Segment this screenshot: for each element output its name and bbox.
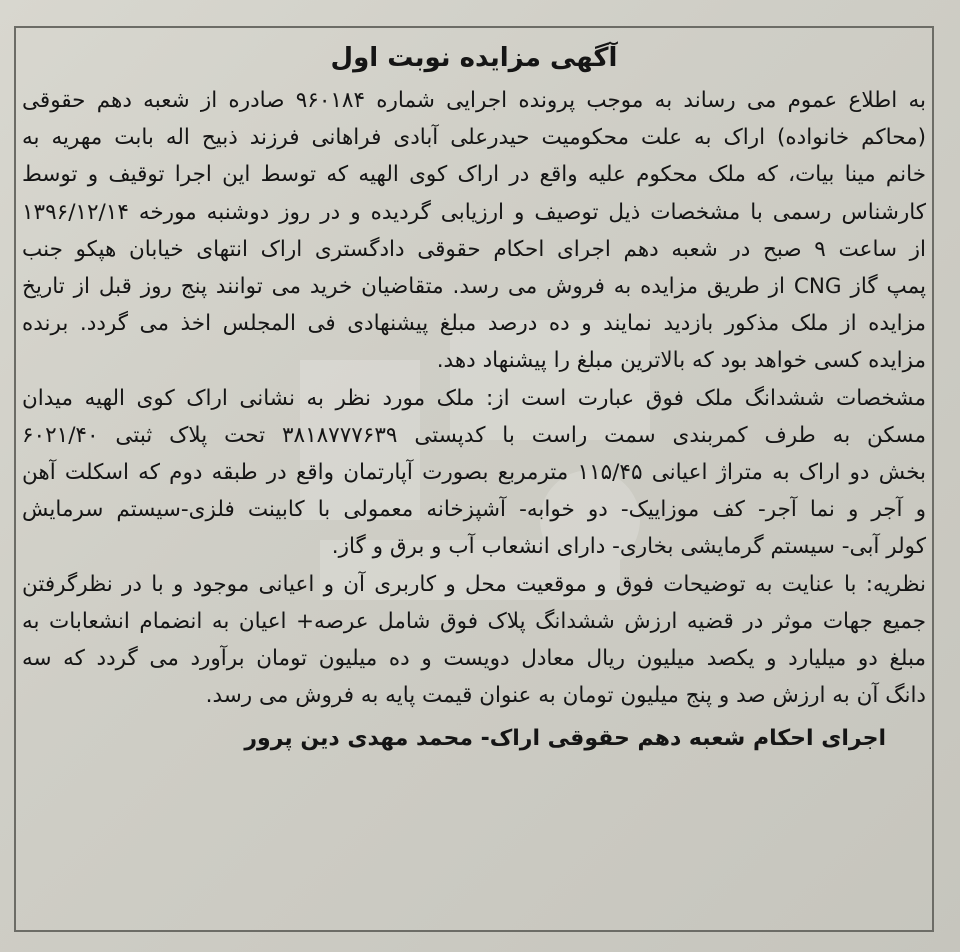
notice-line: دانگ آن به ارزش صد و پنج میلیون تومان به عنوان قیمت پایه به فروش می رسد. (205, 683, 926, 709)
notice-line: نظریه: با عنایت به توضیحات فوق و موقعیت محل و کاربری آن و اعیانی موجود و با در نظرگرفتن (22, 571, 926, 597)
notice-line: جمیع جهات موثر در قضیه ارزش ششدانگ پلاک فوق شامل عرصه+ اعیان به انضمام انشعابات به (22, 608, 926, 634)
notice-line: مشخصات ششدانگ ملک فوق عبارت است از: ملک مورد نظر به نشانی اراک کوی الهیه میدان (22, 385, 926, 411)
notice-signature: اجرای احکام شعبه دهم حقوقی اراک- محمد مهدی دین پرور (244, 726, 886, 752)
notice-line: کولر آبی- سیستم گرمایشی بخاری- دارای انشعاب آب و برق و گاز. (331, 534, 926, 560)
notice-line: از ساعت ۹ صبح در شعبه دهم اجرای احکام حقوقی دادگستری اراک انتهای خیابان هپکو جنب (22, 236, 926, 262)
auction-notice (22, 40, 926, 758)
notice-line: و آجر و نما آجر- کف موزاییک- دو خوابه- آشپزخانه معمولی با کابینت فلزی-سیستم سرمایش (22, 497, 926, 523)
notice-line: مزایده کسی خواهد بود که بالاترین مبلغ را پیشنهاد دهد. (436, 348, 926, 374)
notice-line: بخش دو اراک به متراژ اعیانی ۱۱۵/۴۵ مترمربع بصورت آپارتمان واقع در طبقه دوم که اسکلت آهن (22, 460, 926, 486)
notice-line: به اطلاع عموم می رساند به موجب پرونده اجرایی شماره ۹۶۰۱۸۴ صادره از شعبه دهم حقوقی (22, 88, 927, 113)
notice-line: خانم مینا بیات، که ملک محکوم علیه واقع در اراک کوی الهیه که توسط این اجرا توقیف و توسط (22, 162, 926, 188)
notice-line: مزایده از ملک مذکور بازدید نمایند و ده درصد مبلغ پیشنهادی فی المجلس اخذ می گردد. برنده (22, 311, 926, 337)
notice-line: مبلغ دو میلیارد و یکصد میلیون ریال معادل دویست و ده میلیون تومان برآورد می گردد که سه (22, 646, 926, 672)
notice-title: آگهی مزایده نوبت اول (330, 43, 618, 73)
notice-line: کارشناس رسمی با مشخصات ذیل توصیف و ارزیابی گردیده و در روز دوشنبه مورخه ۱۳۹۶/۱۲/۱۴ (22, 199, 926, 225)
notice-line: (محاکم خانواده) اراک به علت محکومیت حیدرعلی آبادی فراهانی فرزند ذبیح اله بابت مهریه به (22, 125, 926, 151)
notice-line: پمپ گاز CNG از طریق مزایده به فروش می رسد. متقاضیان خرید می توانند پنج روز قبل از تاریخ (22, 274, 926, 300)
notice-line: مسکن به طرف کمربندی سمت راست با کدپستی ۳۸۱۸۷۷۷۶۳۹ تحت پلاک ثبتی ۶۰۲۱/۴۰ (22, 422, 926, 448)
notice-body (22, 82, 926, 714)
